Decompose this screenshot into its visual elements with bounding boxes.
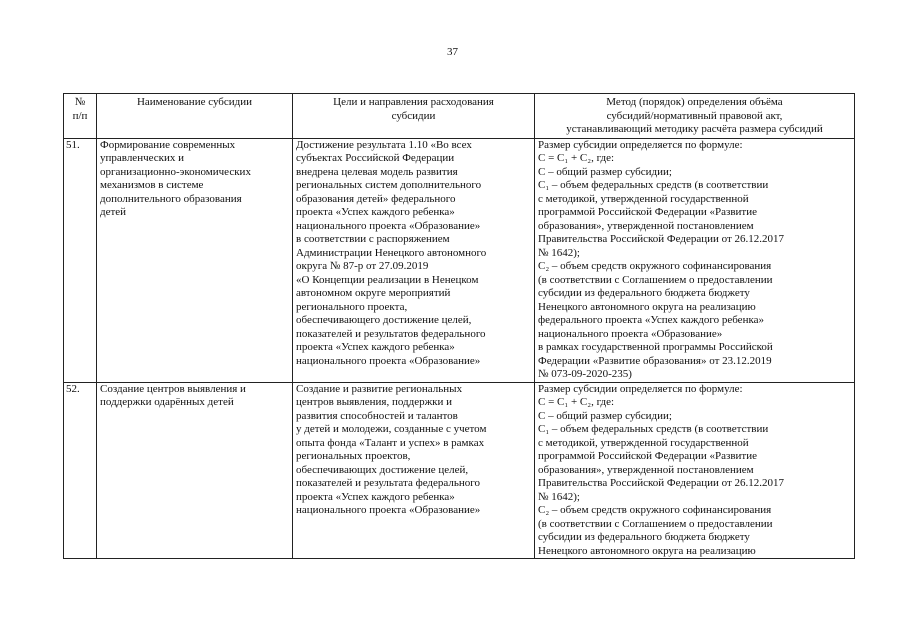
subsidy-table xyxy=(63,93,855,559)
cell-line: «О Концепции реализации в Ненецком xyxy=(296,273,479,286)
goals-cell xyxy=(293,382,535,559)
row-number: 51. xyxy=(64,138,97,382)
cell-line: региональных систем дополнительного xyxy=(296,179,482,191)
cell-line: (в соответствии с Соглашением о предоставлении xyxy=(538,517,773,530)
cell-line: Формирование современных xyxy=(100,138,236,151)
cell-line: С – общий размер субсидии; xyxy=(538,165,672,178)
header-line: субсидий/нормативный правовой акт, xyxy=(606,109,783,122)
cell-line: образования детей» федерального xyxy=(296,192,456,205)
table-row xyxy=(64,382,855,559)
cell-line: обеспечивающего достижение целей, xyxy=(296,314,472,326)
cell-line: Размер субсидии определяется по формуле: xyxy=(538,138,743,151)
subsidy-name-cell xyxy=(97,382,293,559)
method-cell xyxy=(535,382,855,559)
cell-line: программой Российской Федерации «Развитие xyxy=(538,450,758,462)
cell-line: детей xyxy=(100,206,127,218)
cell-line: показателей и результата федерального xyxy=(296,477,481,489)
cell-line: Достижение результата 1.10 «Во всех xyxy=(296,138,472,151)
cell-line: проекта «Успех каждого ребенка» xyxy=(296,490,455,503)
cell-line: С = С₁ + С₂, где: xyxy=(538,396,615,408)
cell-line: центров выявления, поддержки и xyxy=(296,396,453,408)
cell-line: обеспечивающих достижение целей, xyxy=(296,463,469,476)
header-line: п/п xyxy=(72,109,88,122)
cell-line: с методикой, утвержденной государственной xyxy=(538,436,749,449)
cell-line: Создание центров выявления и xyxy=(100,382,246,395)
cell-line: образования», утвержденной постановлением xyxy=(538,463,754,476)
cell-line: С₂ – объем средств окружного софинансирования xyxy=(538,504,772,516)
row-number: 52. xyxy=(64,382,97,559)
cell-line: Создание и развитие региональных xyxy=(296,382,463,395)
cell-line: № 1642); xyxy=(538,490,580,503)
cell-line: поддержки одарённых детей xyxy=(100,396,234,408)
cell-line: управленческих и xyxy=(100,152,185,164)
header-line: № xyxy=(74,96,86,108)
header-method xyxy=(535,94,855,139)
cell-line: внедрена целевая модель развития xyxy=(296,165,458,178)
cell-line: Федерации «Развитие образования» от 23.12.2019 xyxy=(538,354,772,367)
cell-line: субсидии из федерального бюджета бюджету xyxy=(538,287,750,299)
cell-line: национального проекта «Образование» xyxy=(296,354,481,367)
header-subsidy-name xyxy=(97,94,293,139)
cell-line: образования», утвержденной постановлением xyxy=(538,219,754,232)
cell-line: С₁ – объем федеральных средств (в соответствии xyxy=(538,179,769,191)
header-line: Метод (порядок) определения объёма xyxy=(606,96,783,108)
cell-line: № 073-09-2020-235) xyxy=(538,368,632,380)
cell-line: в рамках государственной программы Российской xyxy=(538,341,773,353)
cell-line: (в соответствии с Соглашением о предоставлении xyxy=(538,273,773,286)
subsidy-name-cell xyxy=(97,138,293,382)
cell-line: федерального проекта «Успех каждого ребенка» xyxy=(538,314,765,326)
cell-line: субсидии из федерального бюджета бюджету xyxy=(538,531,750,543)
cell-line: дополнительного образования xyxy=(100,192,242,205)
cell-line: национального проекта «Образование» xyxy=(296,504,481,516)
cell-line: субъектах Российской Федерации xyxy=(296,152,455,164)
table-row xyxy=(64,138,855,382)
header-line: устанавливающий методику расчёта размера субсидий xyxy=(566,123,823,135)
header-line: Цели и направления расходования xyxy=(333,96,494,108)
cell-line: национального проекта «Образование» xyxy=(538,327,723,340)
cell-line: национального проекта «Образование» xyxy=(296,219,481,232)
cell-line: автономном округе мероприятий xyxy=(296,287,451,299)
cell-line: с методикой, утвержденной государственной xyxy=(538,192,749,205)
header-line: субсидии xyxy=(391,109,436,122)
cell-line: регионального проекта, xyxy=(296,300,408,313)
table-header-row xyxy=(64,94,855,139)
header-number xyxy=(64,94,97,139)
cell-line: С = С₁ + С₂, где: xyxy=(538,152,615,164)
cell-line: Ненецкого автономного округа на реализацию xyxy=(538,300,756,313)
cell-line: Ненецкого автономного округа на реализацию xyxy=(538,544,756,557)
cell-line: округа № 87-р от 27.09.2019 xyxy=(296,260,429,272)
cell-line: Правительства Российской Федерации от 26.12.2017 xyxy=(538,233,785,245)
cell-line: С₁ – объем федеральных средств (в соответствии xyxy=(538,423,769,435)
cell-line: механизмов в системе xyxy=(100,179,204,191)
cell-line: опыта фонда «Талант и успех» в рамках xyxy=(296,436,485,449)
cell-line: показателей и результатов федерального xyxy=(296,327,486,340)
goals-cell xyxy=(293,138,535,382)
cell-line: у детей и молодежи, созданные с учетом xyxy=(296,423,487,435)
header-goals xyxy=(293,94,535,139)
cell-line: в соответствии с распоряжением xyxy=(296,233,450,245)
header-line: Наименование субсидии xyxy=(136,96,253,108)
cell-line: проекта «Успех каждого ребенка» xyxy=(296,341,455,353)
cell-line: развития способностей и талантов xyxy=(296,409,458,422)
cell-line: региональных проектов, xyxy=(296,450,411,462)
cell-line: программой Российской Федерации «Развитие xyxy=(538,206,758,218)
cell-line: Администрации Ненецкого автономного xyxy=(296,246,487,259)
cell-line: проекта «Успех каждого ребенка» xyxy=(296,206,455,218)
method-cell xyxy=(535,138,855,382)
cell-line: С – общий размер субсидии; xyxy=(538,409,672,422)
page-number: 37 xyxy=(447,46,458,58)
cell-line: С₂ – объем средств окружного софинансирования xyxy=(538,260,772,272)
cell-line: № 1642); xyxy=(538,246,580,259)
cell-line: Правительства Российской Федерации от 26.12.2017 xyxy=(538,477,785,489)
cell-line: Размер субсидии определяется по формуле: xyxy=(538,382,743,395)
cell-line: организационно-экономических xyxy=(100,165,251,178)
